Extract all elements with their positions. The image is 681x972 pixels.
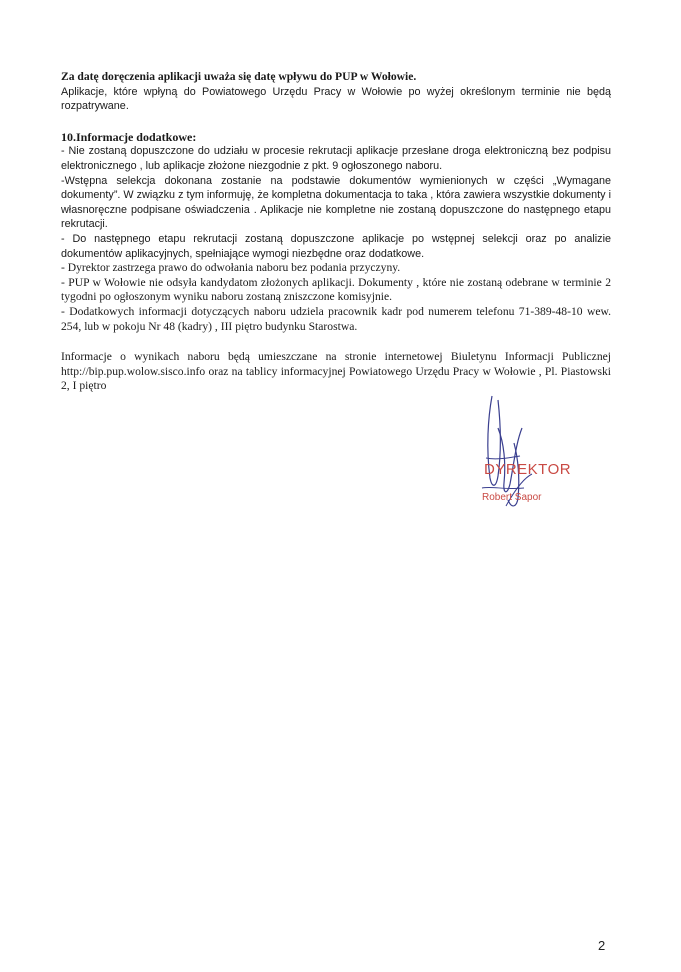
section-10-heading: 10.Informacje dodatkowe: [61, 129, 197, 144]
section-10-item-1: - Nie zostaną dopuszczone do udziału w procesie rekrutacji aplikacje przesłane droga elektroniczną bez podpisu elektronicznego , lub aplikacje złożone niezgodnie z pkt. 9 ogłoszonego naboru. [61, 145, 611, 172]
section-10-item-2: -Wstępna selekcja dokonana zostanie na podstawie dokumentów wymienionych w części „Wymagane dokumenty”. W związku z tym informuję, że kompletna dokumentacja to taka , która zawiera wszystkie dokumenty i własnoręczne podpisane oświadczenia . Aplikacje nie kompletne nie zostaną dopuszczone do następnego etapu rekrutacji. [61, 174, 611, 231]
section-10-item-5: - PUP w Wołowie nie odsyła kandydatom złożonych aplikacji. Dokumenty , które nie zostaną odebrane w terminie 2 tygodni po ogłoszonym wyniku naboru zostaną zniszczone komisyjnie. [61, 275, 611, 304]
section-10-item-6: - Dodatkowych informacji dotyczących naboru udziela pracownik kadr pod numerem telefonu 71-389-48-10 wew. 254, lub w pokoju Nr 48 (kadry) , III piętro budynku Starostwa. [61, 304, 611, 333]
section-10-item-3: - Do następnego etapu rekrutacji zostaną dopuszczone aplikacje po wstępnej selekcji oraz po analizie dokumentów aplikacyjnych, spełniające wymogi niezbędne oraz dodatkowe. [61, 232, 611, 260]
deadline-bold-line: Za datę doręczenia aplikacji uważa się datę wpływu do PUP w Wołowie. [61, 70, 417, 83]
deadline-text: Aplikacje, które wpłyną do Powiatowego Urzędu Pracy w Wołowie po wyżej określonym terminie nie będą rozpatrywane. [61, 85, 611, 113]
results-info-paragraph: Informacje o wynikach naboru będą umieszczane na stronie internetowej Biuletynu Informacji Publicznej http://bip.pup.wolow.sisco.info oraz na tablicy informacyjnej Powiatowego Urzędu Pracy w Wołowie , Pl. Piastowski 2, I piętro [61, 350, 611, 393]
stamp-title: DYREKTOR [484, 461, 572, 478]
section-10-item-4: - Dyrektor zastrzega prawo do odwołania naboru bez podania przyczyny. [61, 261, 401, 275]
page-number: 2 [598, 938, 606, 953]
document-body [61, 70, 611, 394]
stamp-name: Robert Sapor [482, 492, 542, 503]
director-stamp-signature [462, 388, 592, 518]
